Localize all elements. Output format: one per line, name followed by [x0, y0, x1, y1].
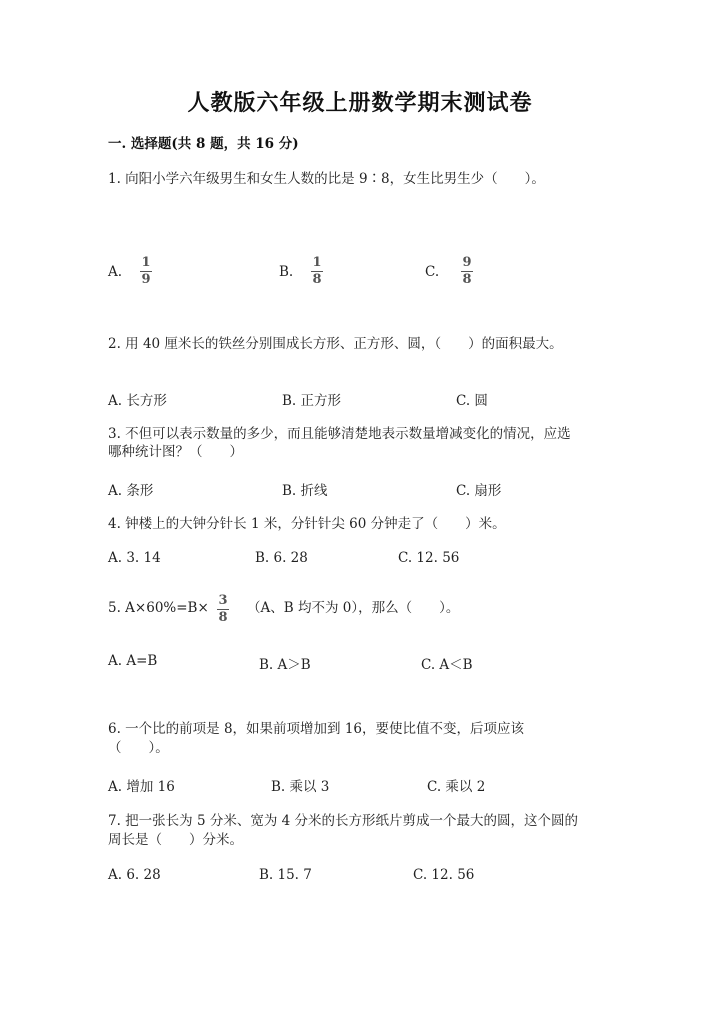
- question-6-text-line-1: 6. 一个比的前项是 8，如果前项增加到 16，要使比值不变，后项应该: [108, 721, 525, 737]
- q4-option-b: B. 6. 28: [255, 550, 308, 566]
- q2-option-c: C. 圆: [456, 393, 488, 409]
- q1-option-c-fraction: [461, 256, 473, 287]
- question-1-text: 1. 向阳小学六年级男生和女生人数的比是 9∶8，女生比男生少（ ）。: [108, 171, 545, 187]
- question-7-text-line-1: 7. 把一张长为 5 分米、宽为 4 分米的长方形纸片剪成一个最大的圆，这个圆的: [108, 813, 579, 829]
- fraction-numerator: 3: [218, 593, 228, 608]
- q6-option-a: A. 增加 16: [108, 779, 175, 795]
- q3-option-b: B. 折线: [282, 483, 328, 499]
- q6-option-c: C. 乘以 2: [427, 779, 486, 795]
- q1-option-b-fraction: [311, 256, 323, 287]
- q4-option-a: A. 3. 14: [108, 550, 161, 566]
- question-3-text-line-2: 哪种统计图？（ ）: [108, 444, 243, 460]
- fraction-numerator: 1: [141, 255, 151, 270]
- section-heading: 一. 选择题(共 8 题，共 16 分): [108, 136, 299, 152]
- question-6-text-line-2: （ ）。: [108, 740, 169, 756]
- q1-option-b-label: B.: [279, 264, 294, 280]
- fraction-denominator: 8: [218, 610, 228, 625]
- question-7-text-line-2: 周长是（ ）分米。: [108, 832, 243, 848]
- question-5-stem-pre: 5. A×60%=B×: [108, 600, 209, 616]
- q5-stem-fraction: [217, 594, 229, 625]
- q3-option-c: C. 扇形: [456, 483, 502, 499]
- question-4-text: 4. 钟楼上的大钟分针长 1 米，分针针尖 60 分钟走了（ ）米。: [108, 516, 506, 532]
- q2-option-b: B. 正方形: [282, 393, 342, 409]
- page-title: 人教版六年级上册数学期末测试卷: [187, 90, 533, 116]
- q1-option-c-label: C.: [425, 264, 440, 280]
- q4-option-c: C. 12. 56: [398, 550, 460, 566]
- q7-option-a: A. 6. 28: [108, 867, 161, 883]
- question-2-text: 2. 用 40 厘米长的铁丝分别围成长方形、正方形、圆，（ ）的面积最大。: [108, 336, 563, 352]
- fraction-numerator: 1: [312, 255, 322, 270]
- q5-option-c: C. A＜B: [421, 657, 473, 673]
- q6-option-b: B. 乘以 3: [271, 779, 330, 795]
- fraction-denominator: 8: [462, 272, 472, 287]
- q1-option-a-label: A.: [108, 264, 123, 280]
- q5-option-b: B. A＞B: [259, 657, 311, 673]
- q3-option-a: A. 条形: [108, 483, 154, 499]
- q5-option-a: A. A=B: [108, 653, 158, 669]
- q2-option-a: A. 长方形: [108, 393, 167, 409]
- fraction-denominator: 9: [141, 272, 151, 287]
- q7-option-c: C. 12. 56: [413, 867, 475, 883]
- question-5-stem-post: （A、B 均不为 0），那么（ ）。: [247, 600, 460, 616]
- q1-option-a-fraction: [140, 256, 152, 287]
- fraction-numerator: 9: [462, 255, 472, 270]
- question-3-text-line-1: 3. 不但可以表示数量的多少，而且能够清楚地表示数量增减变化的情况，应选: [108, 426, 571, 442]
- q7-option-b: B. 15. 7: [259, 867, 312, 883]
- fraction-denominator: 8: [312, 272, 322, 287]
